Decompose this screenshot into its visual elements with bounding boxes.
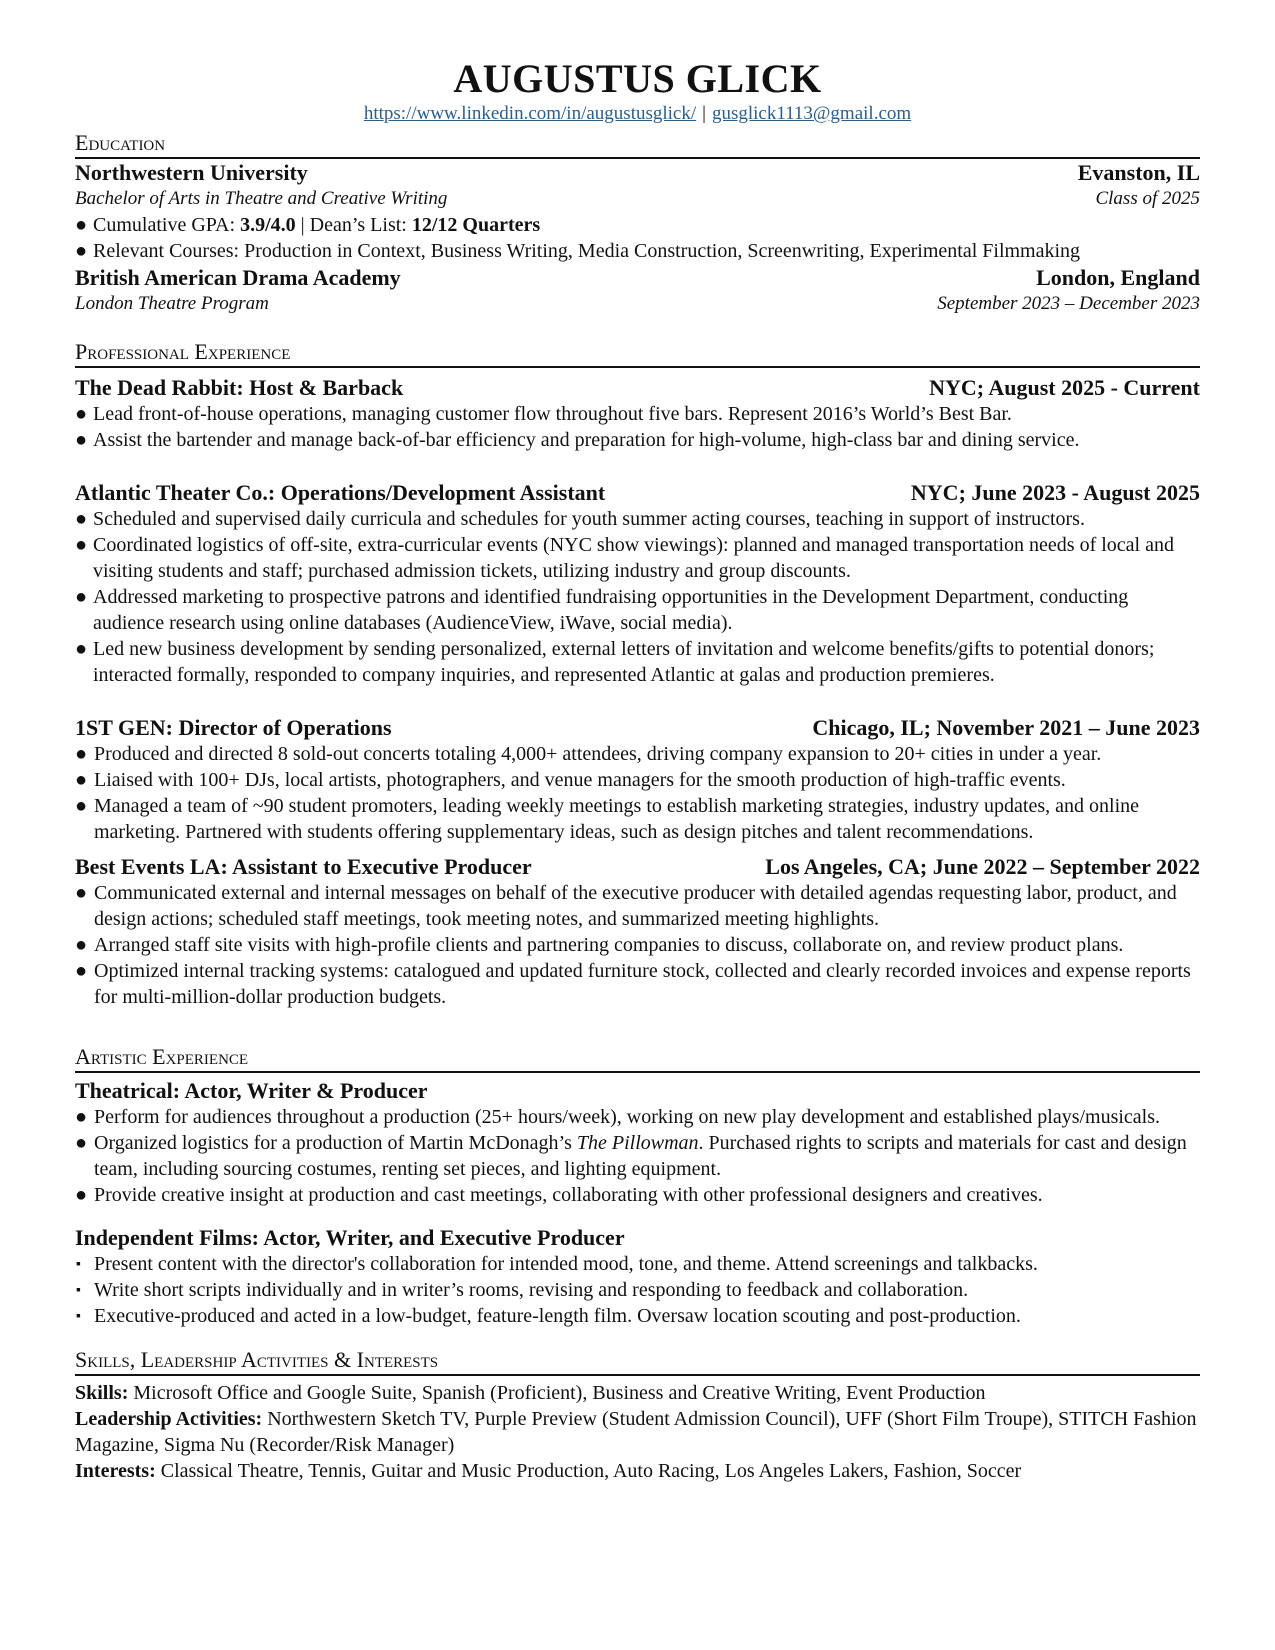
list-item: ● Managed a team of ~90 student promoters, leading weekly meetings to establish marketing strategies, industry updates, and online marketing. Partnered with students offering supplementary ideas, such as design pitches and talent recommendations. (75, 795, 1140, 843)
program-date: September 2023 – December 2023 (937, 293, 1200, 314)
list-item: ● Liaised with 100+ DJs, local artists, photographers, and venue managers for the smooth production of high-traffic events. (75, 769, 1066, 791)
list-item: ● Provide creative insight at production and cast meetings, collaborating with other professional designers and creatives. (75, 1184, 1043, 1206)
candidate-name: AUGUSTUS GLICK (453, 56, 822, 101)
job-where: Chicago, IL; November 2021 – June 2023 (812, 715, 1200, 740)
job-entry (75, 853, 1200, 1010)
list-item: ▪ Write short scripts individually and in writer’s rooms, revising and responding to feedback and collaboration. (76, 1279, 969, 1301)
program-row (75, 291, 1200, 317)
email-link[interactable]: gusglick1113@gmail.com (711, 103, 912, 124)
education-heading: Education (75, 130, 1200, 159)
resume-page (75, 56, 1200, 1484)
deans-list-value: 12/12 Quarters (411, 214, 541, 236)
list-item: ● Addressed marketing to prospective patrons and identified fundraising opportunities in the Development Department, conducting audience research using online databases (AudienceView, iWave, social media). (75, 586, 1129, 634)
program: London Theatre Program (75, 293, 269, 314)
job-entry (75, 714, 1200, 845)
artistic-entry (75, 1077, 1200, 1208)
linkedin-link[interactable]: https://www.linkedin.com/in/augustusglick/ (363, 103, 697, 124)
school-row (75, 264, 1200, 291)
job-role: The Dead Rabbit: Host & Barback (75, 375, 404, 400)
list-item: ● Cumulative GPA: 3.9/4.0 | Dean’s List: 12/12 Quarters (75, 214, 541, 236)
list-item: ● Relevant Courses: Production in Context, Business Writing, Media Construction, Screenwriting, Experimental Filmmaking (75, 240, 1081, 262)
artistic-role: Independent Films: Actor, Writer, and Executive Producer (75, 1225, 625, 1250)
skills-line: Skills: Microsoft Office and Google Suite, Spanish (Proficient), Business and Creative Writing, Event Production (75, 1382, 986, 1404)
artistic-entry (75, 1224, 1200, 1329)
list-item: ● Produced and directed 8 sold-out concerts totaling 4,000+ attendees, driving company expansion to 20+ cities in under a year. (75, 743, 1102, 765)
degree-row (75, 186, 1200, 212)
contact-line (75, 102, 1200, 126)
job-role: 1ST GEN: Director of Operations (75, 715, 392, 740)
degree: Bachelor of Arts in Theatre and Creative Writing (75, 188, 448, 209)
list-item: ● Coordinated logistics of off-site, extra-curricular events (NYC show viewings): planned and managed transportation needs of local and visiting students and staff; purchased admission tickets, utilizing industry and group discounts. (75, 534, 1174, 582)
job-role: Best Events LA: Assistant to Executive Producer (75, 854, 532, 879)
school-location: Evanston, IL (1077, 160, 1200, 185)
job-entry (75, 374, 1200, 453)
skills-heading: Skills, Leadership Activities & Interests (75, 1347, 1200, 1376)
job-where: Los Angeles, CA; June 2022 – September 2022 (765, 854, 1200, 879)
contact-separator: | (702, 103, 706, 124)
list-item: ▪ Executive-produced and acted in a low-budget, feature-length film. Oversaw location scouting and post-production. (76, 1305, 1021, 1327)
list-item: ▪ Present content with the director's collaboration for intended mood, tone, and theme. Attend screenings and talkbacks. (76, 1253, 1038, 1275)
interests-line: Interests: Classical Theatre, Tennis, Guitar and Music Production, Auto Racing, Los Angeles Lakers, Fashion, Soccer (75, 1460, 1022, 1482)
school-name: Northwestern University (75, 160, 308, 185)
job-entry (75, 479, 1200, 688)
list-item: ● Organized logistics for a production of Martin McDonagh’s The Pillowman. Purchased rights to scripts and materials for cast and design team, including sourcing costumes, renting set pieces, and lighting equipment. (75, 1132, 1187, 1180)
school-location: London, England (1036, 265, 1200, 290)
job-where: NYC; August 2025 - Current (929, 375, 1200, 400)
play-title: The Pillowman (576, 1132, 699, 1154)
list-item: ● Scheduled and supervised daily curricula and schedules for youth summer acting courses, teaching in support of instructors. (75, 508, 1085, 530)
school-row (75, 159, 1200, 186)
leadership-line: Leadership Activities: Northwestern Sketch TV, Purple Preview (Student Admission Council), UFF (Short Film Troupe), STITCH Fashion Magazine, Sigma Nu (Recorder/Risk Manager) (75, 1408, 1197, 1456)
professional-heading: Professional Experience (75, 339, 1200, 368)
list-item: ● Arranged staff site visits with high-profile clients and partnering companies to discuss, collaborate on, and review product plans. (75, 934, 1124, 956)
gpa-value: 3.9/4.0 (240, 214, 296, 236)
education-bullets (75, 212, 1200, 264)
job-role: Atlantic Theater Co.: Operations/Development Assistant (75, 480, 606, 505)
list-item: ● Assist the bartender and manage back-of-bar efficiency and preparation for high-volume, high-class bar and dining service. (75, 429, 1080, 451)
artistic-heading: Artistic Experience (75, 1044, 1200, 1073)
artistic-role: Theatrical: Actor, Writer & Producer (75, 1078, 428, 1103)
list-item: ● Lead front-of-house operations, managing customer flow throughout five bars. Represent 2016’s World’s Best Bar. (75, 403, 1012, 425)
list-item: ● Perform for audiences throughout a production (25+ hours/week), working on new play development and established plays/musicals. (75, 1106, 1161, 1128)
list-item: ● Optimized internal tracking systems: catalogued and updated furniture stock, collected and clearly recorded invoices and expense reports for multi-million-dollar production budgets. (75, 960, 1191, 1008)
graduation-date: Class of 2025 (1095, 188, 1200, 209)
list-item: ● Led new business development by sending personalized, external letters of invitation and welcome benefits/gifts to potential donors; interacted formally, responded to company inquiries, and represented Atlantic at galas and production premieres. (75, 638, 1155, 686)
job-where: NYC; June 2023 - August 2025 (910, 480, 1200, 505)
school-name: British American Drama Academy (75, 265, 401, 290)
list-item: ● Communicated external and internal messages on behalf of the executive producer with detailed agendas requesting labor, product, and design actions; scheduled staff meetings, took meeting notes, and summarized meeting highlights. (75, 882, 1177, 930)
